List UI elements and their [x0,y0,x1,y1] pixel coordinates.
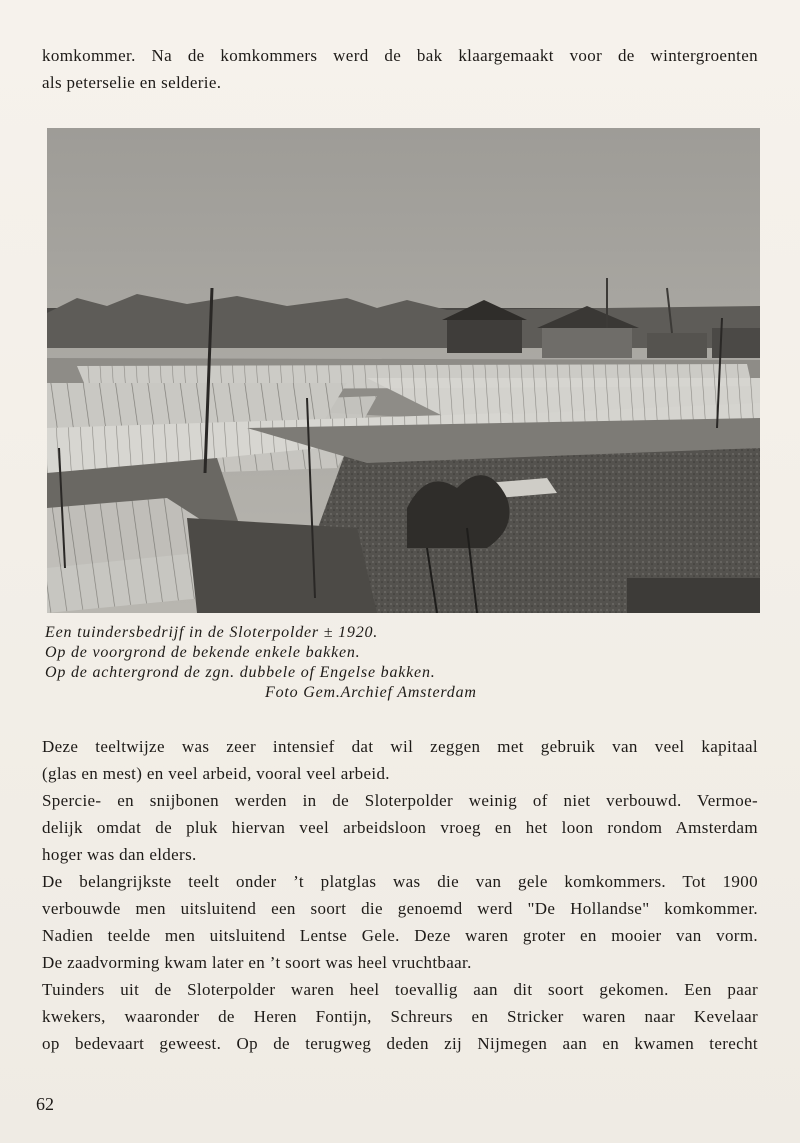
text-line: Tuinders uit de Sloterpolder waren heel toevallig aan dit soort gekomen. Een paar [42,980,758,999]
text-line: verbouwde men uitsluitend een soort die genoemd werd "De Hollandse" komkommer. [42,899,758,918]
historical-photo [47,128,760,613]
text-line: De belangrijkste teelt onder ’t platglas was die van gele komkommers. Tot 1900 [42,872,758,891]
text-line: Spercie- en snijbonen werden in de Sloterpolder weinig of niet verbouwd. Vermoe- [42,791,758,810]
body-paragraphs [42,733,758,1057]
text-line: op bedevaart geweest. Op de terugweg deden zij Nijmegen aan en kwamen terecht [42,1034,758,1053]
text-line: hoger was dan elders. [42,845,197,864]
text-line: Nadien teelde men uitsluitend Lentse Gele. Deze waren groter en mooier van vorm. [42,926,758,945]
photo-caption [45,623,545,703]
photo-credit: Foto Gem.Archief Amsterdam [265,684,477,701]
text-line: De zaadvorming kwam later en ’t soort was heel vruchtbaar. [42,953,472,972]
text-line: kwekers, waaronder de Heren Fontijn, Schreurs en Stricker waren naar Kevelaar [42,1007,758,1026]
intro-paragraph [42,42,758,96]
text-line: delijk omdat de pluk hiervan veel arbeidsloon vroeg en het loon rondom Amsterdam [42,818,758,837]
text-line: als peterselie en selderie. [42,73,222,92]
text-line: (glas en mest) en veel arbeid, vooral veel arbeid. [42,764,390,783]
page-number: 62 [36,1094,54,1114]
caption-line: Een tuindersbedrijf in de Sloterpolder ± 1920. [45,624,379,641]
caption-line: Op de achtergrond de zgn. dubbele of Engelse bakken. [45,664,436,681]
text-line: komkommer. Na de komkommers werd de bak klaargemaakt voor de wintergroenten [42,46,758,65]
text-line: Deze teeltwijze was zeer intensief dat wil zeggen met gebruik van veel kapitaal [42,737,758,756]
caption-line: Op de voorgrond de bekende enkele bakken. [45,644,361,661]
